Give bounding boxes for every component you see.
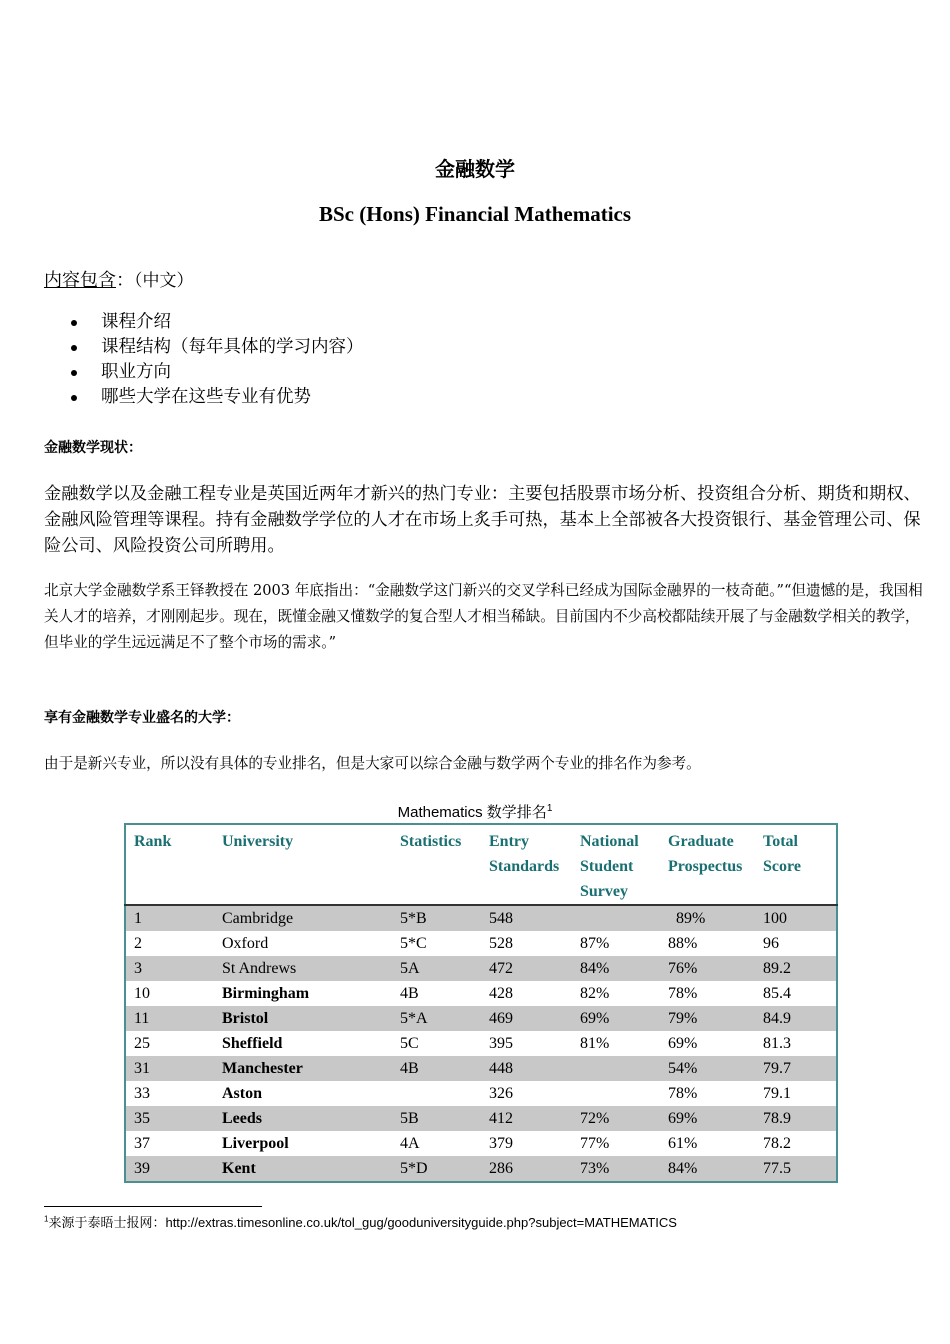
table-row: 1 Cambridge 5*B 548 89% 100 xyxy=(125,905,837,931)
universities-heading: 享有金融数学专业盛名的大学： xyxy=(44,710,240,726)
ranking-note-paragraph: 由于是新兴专业，所以没有具体的专业排名，但是大家可以综合金融与数学两个专业的排名作为参考。 xyxy=(44,755,701,772)
list-item: 课程介绍 xyxy=(44,310,364,335)
ranking-table xyxy=(124,823,838,1183)
table-row: 25 Sheffield 5C 395 81% 69% 81.3 xyxy=(134,1035,791,1052)
status-heading: 金融数学现状： xyxy=(44,440,142,456)
table-row: 37 Liverpool 4A 379 77% 61% 78.2 xyxy=(134,1135,791,1152)
bullet-icon xyxy=(71,370,77,376)
table-caption: Mathematics 数学排名$^1$ xyxy=(397,803,553,821)
table-row: 11 Bristol 5*A 469 69% 79% 84.9 xyxy=(125,1006,837,1031)
page-title-chinese: 金融数学 xyxy=(435,157,515,181)
footnote-label: 来源于泰晤士报网： xyxy=(48,1216,166,1231)
table-row: 3 St Andrews 5A 472 84% 76% 89.2 xyxy=(125,956,837,981)
table-row: 35 Leeds 5B 412 72% 69% 78.9 xyxy=(125,1106,837,1131)
contents-heading-label: 内容包含 xyxy=(44,270,116,291)
list-item: 哪些大学在这些专业有优势 xyxy=(44,385,364,410)
header-total-score: Total Score xyxy=(755,824,837,905)
footnote: $^1$来源于泰晤士报网：http://extras.timesonline.co.uk/tol_gug/gooduniversityguide.php?subject=MATHEMATICS xyxy=(44,1214,677,1231)
table-row: 39 Kent 5*D 286 73% 84% 77.5 xyxy=(125,1156,837,1182)
bullet-icon xyxy=(71,395,77,401)
footnote-ref[interactable]: 1 xyxy=(546,803,553,814)
bullet-icon xyxy=(71,345,77,351)
contents-list xyxy=(44,310,364,410)
table-row: 31 Manchester 4B 448 54% 79.7 xyxy=(125,1056,837,1081)
table-row: 33 Aston 326 78% 79.1 xyxy=(134,1085,791,1102)
header-rank: Rank xyxy=(125,824,214,905)
header-statistics: Statistics xyxy=(392,824,481,905)
header-entry-standards: Entry Standards xyxy=(481,824,572,905)
footnote-divider xyxy=(44,1206,262,1207)
list-item: 职业方向 xyxy=(44,360,364,385)
footnote-link[interactable]: http://extras.timesonline.co.uk/tol_gug/gooduniversityguide.php?subject=MATHEMATICS xyxy=(165,1215,677,1230)
status-paragraph: 金融数学以及金融工程专业是英国近两年才新兴的热门专业：主要包括股票市场分析、投资组合分析、期货和期权、金融风险管理等课程。持有金融数学学位的人才在市场上炙手可热，基本上全部被各大投资银行、基金管理公司、保险公司、风险投资公司所聘用。 xyxy=(44,484,921,556)
table-row: 2 Oxford 5*C 528 87% 88% 96 xyxy=(134,935,779,952)
table-row: 10 Birmingham 4B 428 82% 78% 85.4 xyxy=(134,985,791,1002)
quote-paragraph: 北京大学金融数学系王铎教授在 2003 年底指出：“金融数学这门新兴的交叉学科已经成为国际金融界的一枝奇葩。”“但遗憾的是，我国相关人才的培养，才刚刚起步。现在，既懂金融又懂数学的复合型人才相当稀缺。目前国内不少高校都陆续开展了与金融数学相关的教学，但毕业的学生远远满足不了整个市场的需求。” xyxy=(44,582,923,651)
bullet-icon xyxy=(71,320,77,326)
header-university: University xyxy=(214,824,392,905)
contents-heading xyxy=(44,266,194,292)
header-national-student-survey: National Student Survey xyxy=(572,824,660,905)
contents-language-note: （中文） xyxy=(134,271,194,291)
header-graduate-prospectus: Graduate Prospectus xyxy=(660,824,755,905)
table-header-row xyxy=(125,824,837,905)
list-item: 课程结构（每年具体的学习内容） xyxy=(44,335,364,360)
page-title-english: BSc (Hons) Financial Mathematics xyxy=(318,202,632,226)
contents-heading-colon: ： xyxy=(116,270,134,291)
